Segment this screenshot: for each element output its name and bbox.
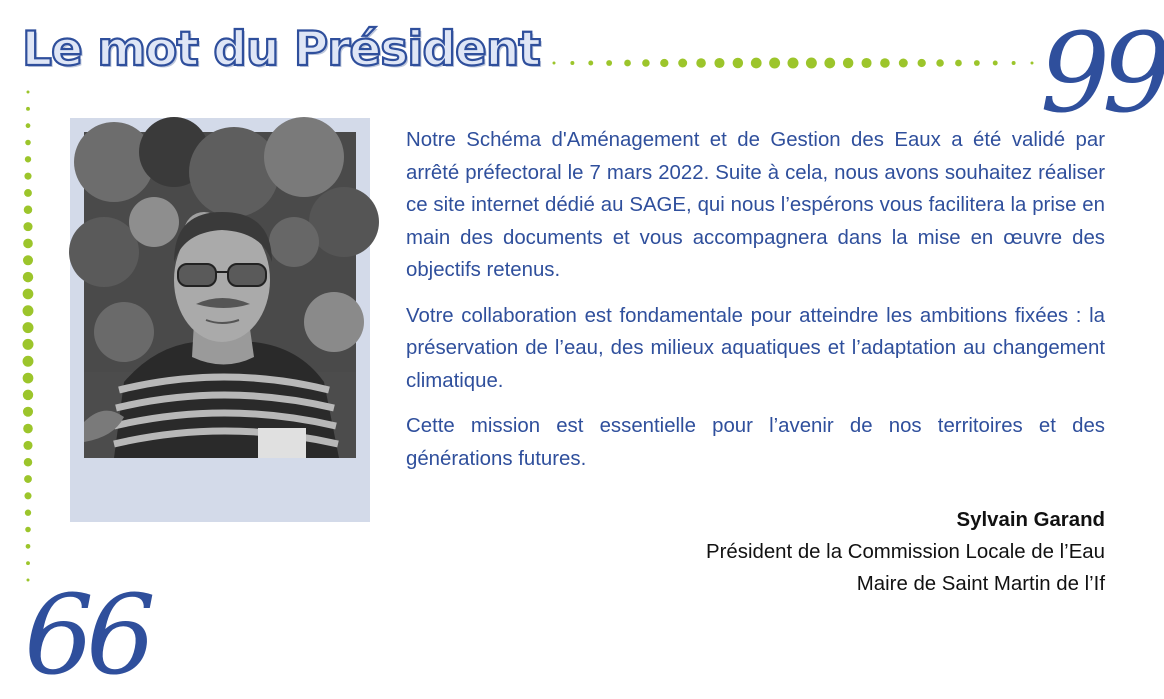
decorative-dot	[24, 492, 31, 499]
decorative-dot	[788, 58, 799, 69]
president-portrait	[84, 132, 356, 458]
decorative-dot	[23, 390, 33, 400]
decorative-dot	[26, 107, 30, 111]
decorative-dot	[24, 173, 31, 180]
decorative-dot	[23, 289, 34, 300]
decorative-dot	[27, 91, 30, 94]
decorative-dot	[751, 58, 762, 69]
message-paragraph: Cette mission est essentielle pour l’avenir de nos territoires et des générations futures.	[406, 415, 1105, 470]
decorative-dot	[861, 58, 871, 68]
decorative-dot	[955, 60, 962, 67]
decorative-dot	[714, 58, 724, 68]
decorative-dot	[26, 123, 31, 128]
decorative-dot	[24, 475, 32, 483]
decorative-dot	[696, 58, 706, 68]
decorative-dot	[25, 527, 31, 533]
decorative-dot	[824, 58, 835, 69]
portrait-frame	[70, 118, 370, 522]
decorative-dot	[23, 407, 33, 417]
signature-name: Sylvain Garand	[956, 509, 1105, 531]
decorative-dot	[606, 60, 612, 66]
decorative-dot	[25, 510, 31, 516]
decorative-dot	[806, 58, 817, 69]
decorative-dot	[23, 339, 34, 350]
decorative-dot	[23, 305, 34, 316]
decorative-dot	[26, 544, 31, 549]
president-message	[406, 124, 1105, 488]
decorative-dot	[23, 322, 34, 333]
message-paragraph: Votre collaboration est fondamentale pour atteindre les ambitions fixées : la préservation de l’eau, des milieux aquatiques et l’adaptation au changement climatique.	[406, 304, 1105, 392]
decorative-dot	[843, 58, 853, 68]
signature-role: Président de la Commission Locale de l’Eau	[706, 541, 1105, 563]
decorative-dot	[733, 58, 743, 68]
decorative-dot	[23, 255, 33, 265]
decorative-dot	[1031, 62, 1034, 65]
decorative-dot	[880, 58, 890, 68]
decorative-dot	[899, 59, 908, 68]
decorative-dot	[918, 59, 926, 67]
decorative-dot	[23, 441, 32, 450]
decorative-dot	[23, 272, 33, 282]
message-paragraph: Notre Schéma d'Aménagement et de Gestion des Eaux a été validé par arrêté préfectoral le 7 mars 2022. Suite à cela, nous avons souhaitez réaliser ce site internet dédié au SAGE, qui nous l’espérons vous facilitera la prise en main des documents et vous accompagnera dans la mise en œuvre des objectifs retenus.	[406, 129, 1105, 281]
decorative-dot	[25, 156, 31, 162]
opening-quote-mark: 66	[24, 571, 148, 699]
signature-office: Maire de Saint Martin de l’If	[856, 573, 1105, 595]
decorative-dot	[678, 59, 687, 68]
decorative-dot	[624, 60, 631, 67]
decorative-dot	[642, 59, 650, 67]
decorative-dot	[23, 424, 33, 434]
closing-quote-mark: 99	[1040, 9, 1164, 137]
decorative-dot	[588, 61, 593, 66]
decorative-dot	[553, 62, 556, 65]
decorative-dot	[974, 60, 980, 66]
decorative-dot	[1012, 61, 1016, 65]
decorative-dot	[23, 239, 33, 249]
vertical-dot-divider	[20, 86, 36, 586]
decorative-dot	[26, 561, 30, 565]
decorative-dot	[23, 356, 34, 367]
decorative-dot	[24, 206, 33, 215]
decorative-dot	[25, 140, 31, 146]
decorative-dot	[993, 61, 998, 66]
decorative-dot	[24, 458, 33, 467]
decorative-dot	[23, 373, 34, 384]
decorative-dot	[936, 59, 944, 67]
decorative-dot	[24, 189, 32, 197]
horizontal-dot-divider	[548, 53, 1038, 73]
signature-block	[706, 504, 1105, 600]
page-title: Le mot du Président	[22, 22, 540, 77]
decorative-dot	[769, 58, 780, 69]
decorative-dot	[660, 59, 668, 67]
decorative-dot	[570, 61, 574, 65]
decorative-dot	[23, 222, 32, 231]
